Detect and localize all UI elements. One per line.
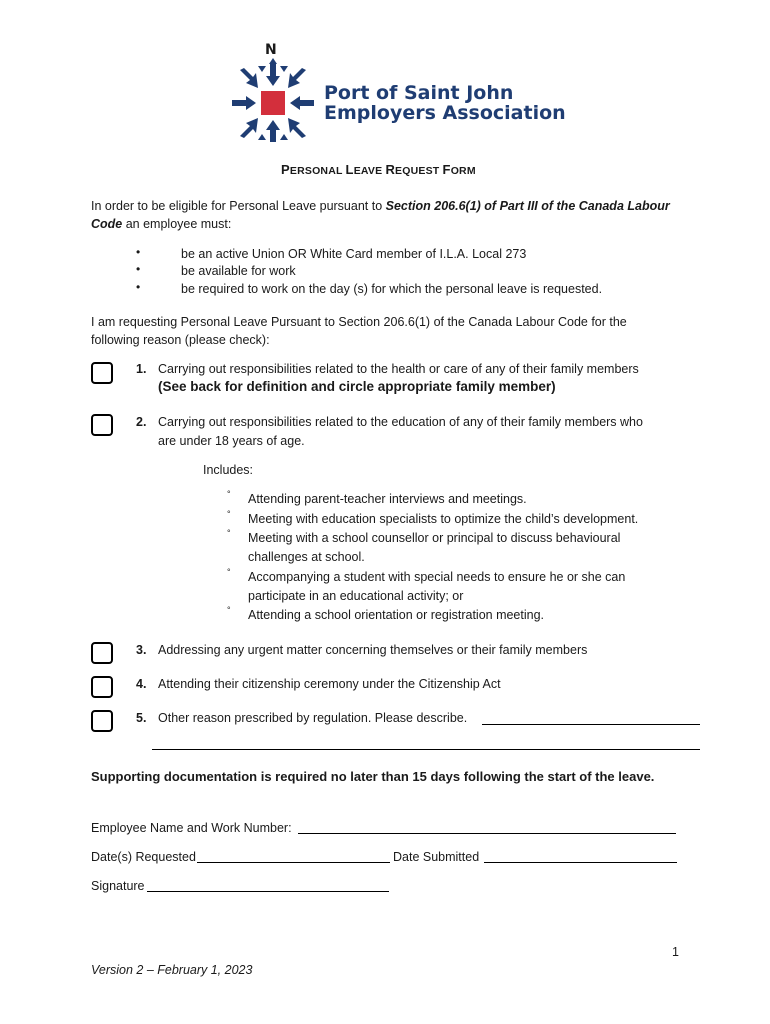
intro-paragraph	[91, 197, 670, 215]
request-intro-line-1: I am requesting Personal Leave Pursuant to Section 206.6(1) of the Canada Labour Code for the	[91, 315, 627, 329]
requirement-item: be required to work on the day (s) for which the personal leave is requested.	[181, 282, 603, 296]
north-label: N	[265, 42, 277, 58]
signature-field[interactable]	[147, 891, 389, 892]
reason-1-text: Carrying out responsibilities related to the health or care of any of their family members	[158, 362, 639, 376]
reason-4-checkbox[interactable]	[91, 676, 113, 698]
reason-2-text-2: are under 18 years of age.	[158, 434, 305, 448]
intro-ref: Section 206.6(1) of Part III of the Canada Labour	[385, 199, 670, 213]
requirement-item: be an active Union OR White Card member of I.L.A. Local 273	[181, 247, 527, 261]
reason-3-checkbox[interactable]	[91, 642, 113, 664]
logo-line-2: Employers Association	[324, 102, 566, 124]
request-intro-line-2: following reason (please check):	[91, 333, 270, 347]
bullet: °	[227, 489, 231, 499]
dates-requested-label: Date(s) Requested	[91, 850, 196, 864]
includes-item: Accompanying a student with special needs to ensure he or she can	[248, 570, 626, 584]
dates-requested-field[interactable]	[197, 862, 390, 863]
reason-4-number: 4.	[136, 677, 147, 691]
employee-label: Employee Name and Work Number:	[91, 821, 292, 835]
reason-5-describe-line[interactable]	[482, 724, 700, 725]
signature-label: Signature	[91, 879, 145, 893]
reason-5-checkbox[interactable]	[91, 710, 113, 732]
bullet: •	[136, 280, 141, 294]
reason-1-number: 1.	[136, 362, 147, 376]
intro-paragraph-2	[91, 215, 231, 233]
form-title: PERSONAL LEAVE REQUEST FORM	[281, 162, 476, 177]
reason-3-text: Addressing any urgent matter concerning themselves or their family members	[158, 643, 588, 657]
reason-1-note: (See back for definition and circle appropriate family member)	[158, 379, 556, 394]
bullet: °	[227, 567, 231, 577]
date-submitted-label: Date Submitted	[393, 850, 480, 864]
version-label: Version 2 – February 1, 2023	[91, 963, 253, 977]
page-number: 1	[672, 945, 679, 959]
reason-1-checkbox[interactable]	[91, 362, 113, 384]
requirement-item: be available for work	[181, 264, 296, 278]
supporting-note: Supporting documentation is required no later than 15 days following the start of the leave.	[91, 769, 655, 784]
intro-post: an employee must:	[122, 217, 232, 231]
includes-label: Includes:	[203, 463, 254, 477]
includes-item-cont: challenges at school.	[248, 550, 365, 564]
reason-5-describe-line-2[interactable]	[152, 749, 700, 750]
bullet: °	[227, 605, 231, 615]
logo-line-1: Port of Saint John	[324, 82, 514, 104]
reason-3-number: 3.	[136, 643, 147, 657]
intro-pre: In order to be eligible for Personal Leave pursuant to	[91, 199, 386, 213]
includes-item: Meeting with a school counsellor or principal to discuss behavioural	[248, 531, 621, 545]
reason-2-checkbox[interactable]	[91, 414, 113, 436]
includes-item: Meeting with education specialists to optimize the child’s development.	[248, 512, 639, 526]
compass-logo-icon	[228, 58, 318, 148]
bullet: •	[136, 262, 141, 276]
reason-2-number: 2.	[136, 415, 147, 429]
bullet: °	[227, 509, 231, 519]
date-submitted-field[interactable]	[484, 862, 677, 863]
intro-ref-2: Code	[91, 217, 123, 231]
reason-2-text: Carrying out responsibilities related to the education of any of their family members who	[158, 415, 643, 429]
employee-field[interactable]	[298, 833, 676, 834]
bullet: •	[136, 245, 141, 259]
includes-item: Attending parent-teacher interviews and meetings.	[248, 492, 527, 506]
reason-5-number: 5.	[136, 711, 147, 725]
includes-item: Attending a school orientation or registration meeting.	[248, 608, 545, 622]
reason-5-text: Other reason prescribed by regulation. Please describe.	[158, 711, 468, 725]
reason-4-text: Attending their citizenship ceremony under the Citizenship Act	[158, 677, 501, 691]
includes-item-cont: participate in an educational activity; or	[248, 589, 464, 603]
bullet: °	[227, 528, 231, 538]
